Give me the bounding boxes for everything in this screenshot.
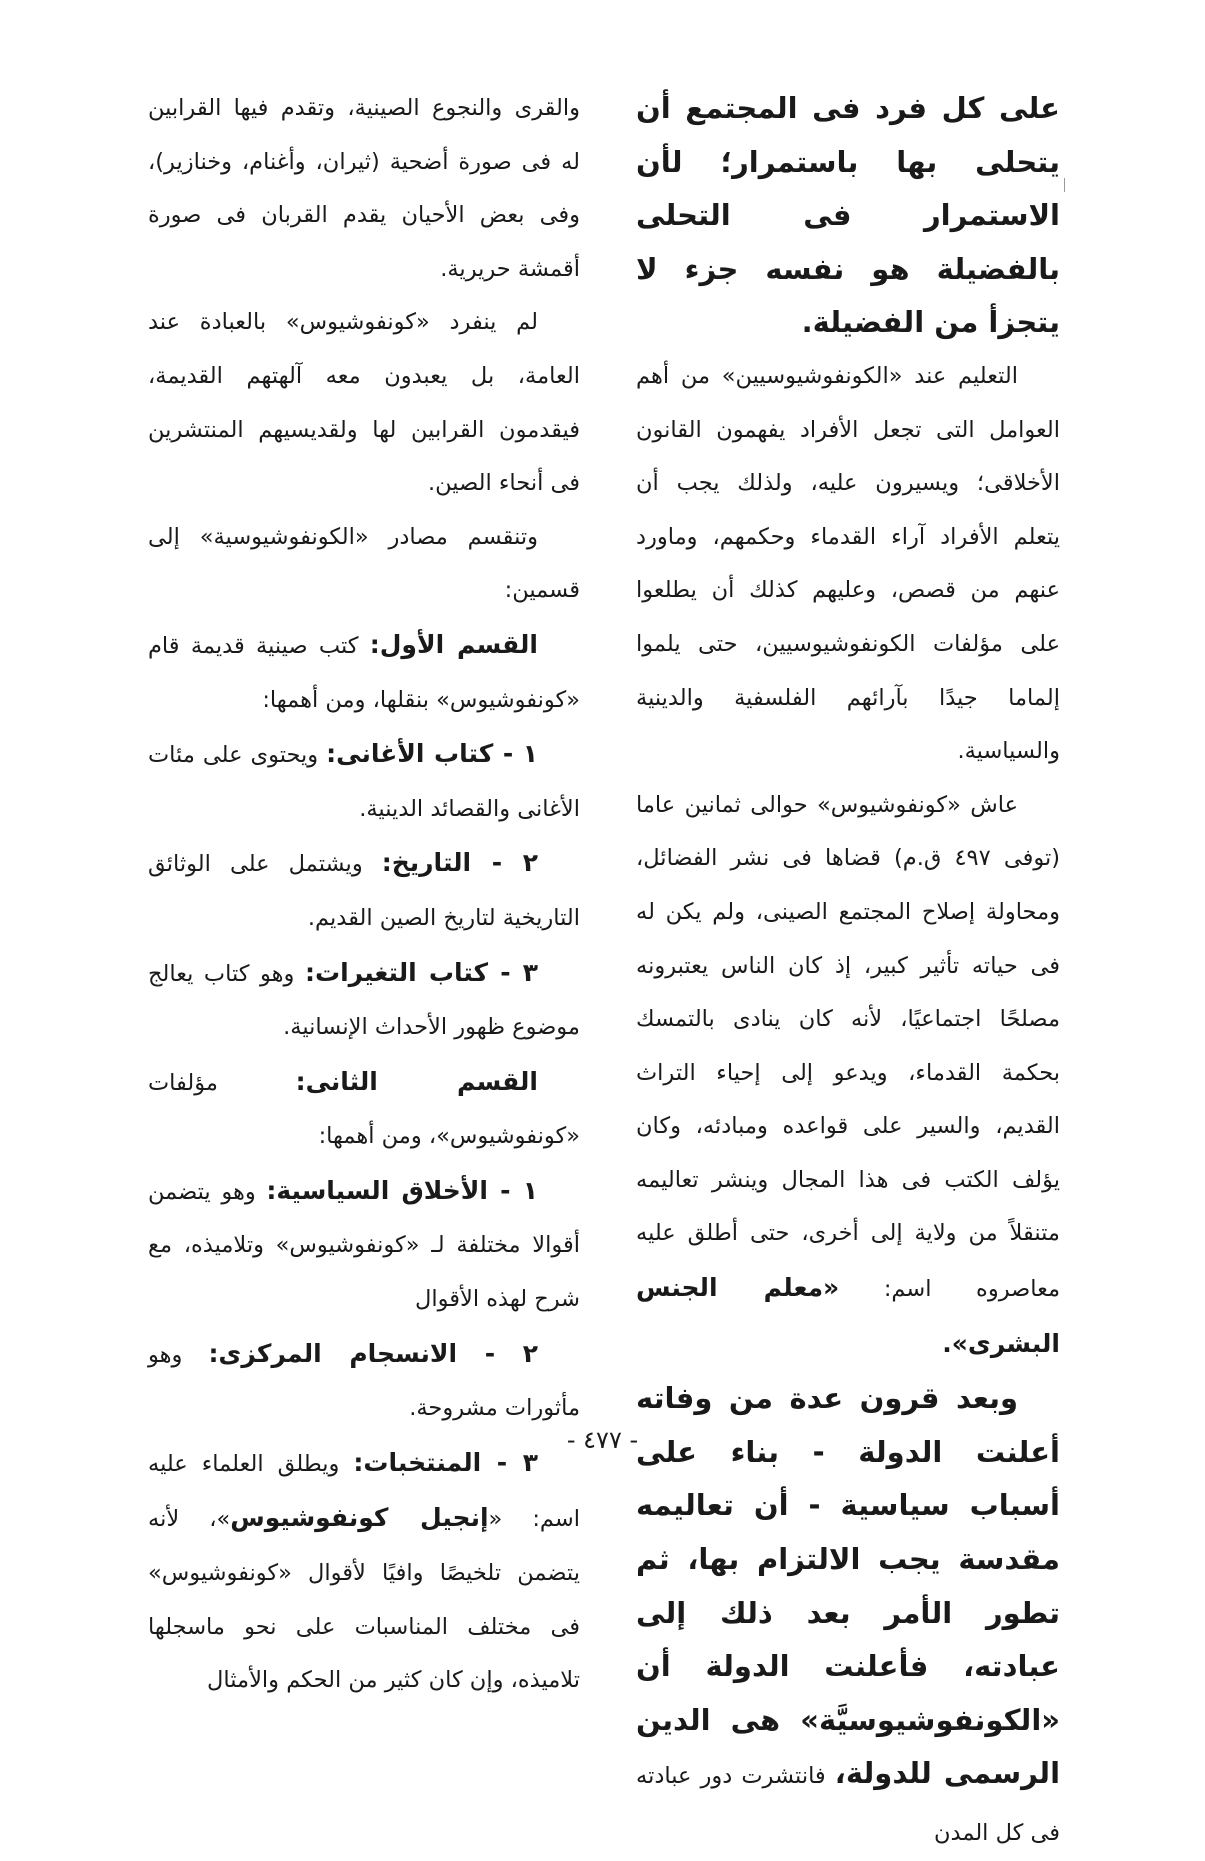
item-label: ١ - كتاب الأغانى:	[326, 739, 538, 769]
paragraph-text: وهو يتضمن أقوالا مختلفة لـ «كونفوشيوس» وتلاميذه، مع شرح لهذه الأقوال	[148, 1178, 580, 1313]
paragraph-text: وهو كتاب يعالج موضوع ظهور الأحداث الإنسانية.	[148, 960, 580, 1041]
paragraph	[636, 779, 1060, 1373]
item-label: ٣ - المنتخبات:	[353, 1447, 538, 1477]
paragraph: وتنقسم مصادر «الكونفوشيوسية» إلى قسمين:	[148, 523, 580, 604]
paragraph-text: ويحتوى على مئات الأغانى والقصائد الدينية.	[148, 742, 580, 822]
paragraph-text: عاش «كونفوشيوس» حوالى ثمانين عاما (توفى ٤٩٧ ق.م) قضاها فى نشر الفضائل، ومحاولة إصلاح المجتمع الصينى، ولم يكن له فى حياته تأثير كبير، إذ كان الناس يعتبرونه مصلحًا اجتماعيًا، لأنه كان ينادى بالتمسك بحكمة القدماء، ويدعو إلى إحياء التراث القديم، والسير على قواعده ومبادئه، وكان يؤلف الكتب فى هذا المجال وينشر تعاليمه متنقلاً من ولاية إلى أخرى، حتى أطلق عليه معاصروه اسم:	[636, 791, 1060, 1303]
bold-title: إنجيل كونفوشيوس	[230, 1503, 489, 1533]
bold-title: «معلم الجنس البشرى».	[636, 1273, 1060, 1358]
item-label: ٣ - كتاب التغيرات:	[304, 957, 538, 987]
list-item	[148, 1164, 580, 1327]
section-label: القسم الأول:	[369, 629, 538, 659]
item-label: ١ - الأخلاق السياسية:	[266, 1175, 538, 1205]
list-item	[148, 727, 580, 836]
paragraph: لم ينفرد «كونفوشيوس» بالعبادة عند العامة، بل يعبدون معه آلهتهم القديمة، فيقدمون القرابين لها ولقديسيهم المنتشرين فى أنحاء الصين.	[148, 309, 580, 497]
left-column	[148, 82, 580, 1708]
paragraph: والقرى والنجوع الصينية، وتقدم فيها القرابين له فى صورة أضحية (ثيران، وأغنام، وخنازير)، وفى بعض الأحيان يقدم القربان فى صورة أقمشة حريرية.	[148, 95, 580, 282]
paragraph-text: ويشتمل على الوثائق التاريخية لتاريخ الصين القديم.	[148, 851, 580, 931]
list-item	[148, 1436, 580, 1708]
paragraph-text: وهو مأثورات مشروحة.	[148, 1341, 580, 1422]
paragraph-text: فانتشرت دور عبادته فى كل المدن	[636, 1763, 1060, 1846]
paragraph-text: ويطلق العلماء عليه اسم: «	[148, 1450, 580, 1533]
right-column	[636, 82, 1060, 1861]
paragraph: التعليم عند «الكونفوشيوسيين» من أهم العوامل التى تجعل الأفراد يفهمون القانون الأخلاقى؛ ويسيرون عليه، ولذلك يجب أن يتعلم الأفراد آراء القدماء وحكمهم، وماورد عنهم من قصص، وعليهم كذلك أن يطلعوا على مؤلفات الكونفوشيوسيين، حتى يلموا إلماما جيدًا بآرائهم الفلسفية والدينية والسياسية.	[636, 362, 1060, 765]
list-item	[148, 836, 580, 945]
section-paragraph	[148, 1055, 580, 1164]
bold-text: وبعد قرون عدة من وفاته أعلنت الدولة - بناء على أسباب سياسية - أن تعاليمه مقدسة يجب الالتزام بها، ثم تطور الأمر بعد ذلك إلى عبادته، فأعلنت الدولة أن «الكونفوشيوسيَّة» هى الدين الرسمى للدولة،	[636, 1381, 1061, 1791]
section-label: القسم الثانى:	[295, 1066, 538, 1096]
page-number: - ٤٧٧ -	[566, 1426, 639, 1454]
item-label: ٢ - الانسجام المركزى:	[208, 1338, 538, 1368]
list-item	[148, 946, 580, 1055]
emphasis-paragraph: على كل فرد فى المجتمع أن يتحلى بها باستمرار؛ لأن الاستمرار فى التحلى بالفضيلة هو نفسه جزء لا يتجزأ من الفضيلة.	[636, 91, 1060, 340]
paragraph-text: »، لأنه يتضمن تلخيصًا وافيًا لأقوال «كونفوشيوس» فى مختلف المناسبات على نحو ماسجلها تلاميذه، وإن كان كثير من الحكم والأمثال	[148, 1506, 580, 1694]
margin-mark	[1064, 178, 1069, 192]
section-paragraph	[148, 618, 580, 727]
paragraph-text: كتب صينية قديمة قام «كونفوشيوس» بنقلها، ومن أهمها:	[148, 632, 580, 713]
item-label: ٢ - التاريخ:	[381, 848, 538, 878]
list-item	[148, 1327, 580, 1436]
paragraph-text: مؤلفات «كونفوشيوس»، ومن أهمها:	[148, 1069, 580, 1150]
